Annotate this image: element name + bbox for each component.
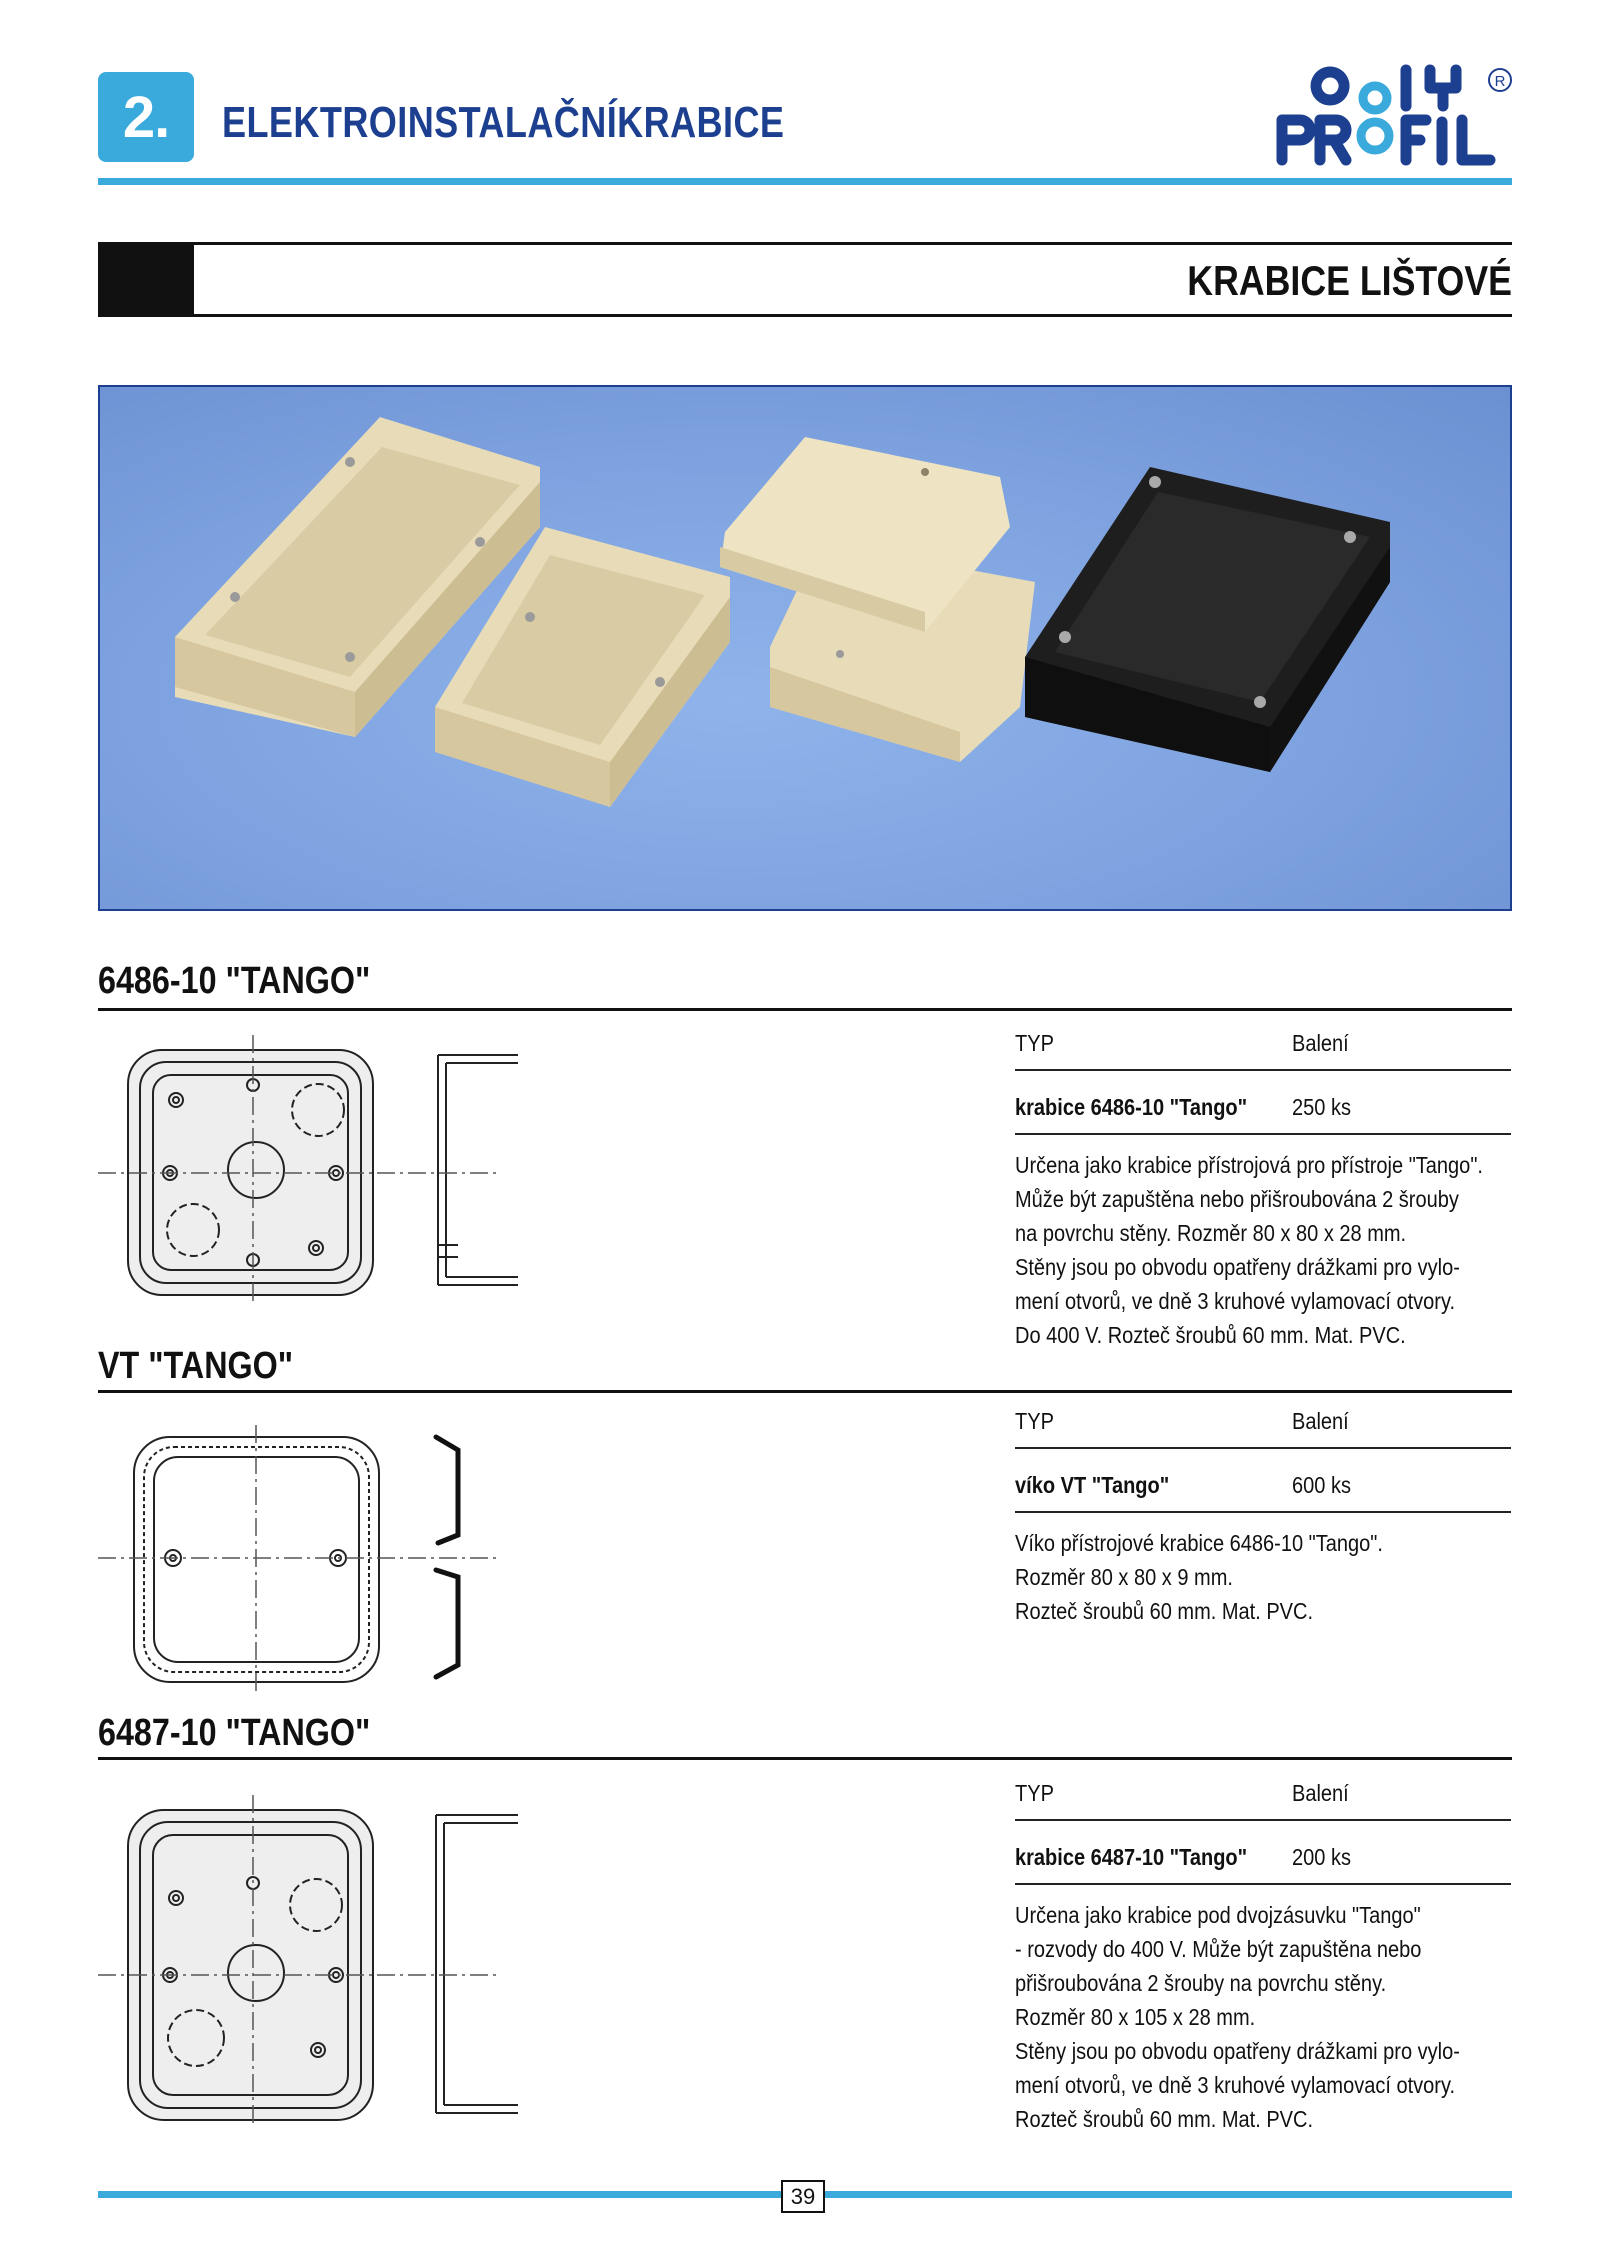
col-type-label: TYP xyxy=(1015,1030,1054,1056)
col-type-label: TYP xyxy=(1015,1408,1054,1434)
table-rule xyxy=(1015,1133,1511,1135)
item-pack: 200 ks xyxy=(1292,1844,1351,1870)
col-pack-label: Balení xyxy=(1292,1408,1349,1434)
table-rule xyxy=(1015,1883,1511,1885)
col-pack-label: Balení xyxy=(1292,1780,1349,1806)
product-heading: VT "TANGO" xyxy=(98,1345,294,1387)
page-number: 39 xyxy=(781,2180,825,2213)
header-rule xyxy=(98,178,1512,185)
table-rule xyxy=(1015,1447,1511,1449)
section-rule-top xyxy=(98,242,1512,245)
product-photo xyxy=(98,385,1512,911)
product-description: Určena jako krabice přístrojová pro přístroje "Tango". Může být zapuštěna nebo přišroubována 2 šrouby na povrchu stěny. Rozměr 80 x 80 x 28 mm. Stěny jsou po obvodu opatřeny drážkami pro vylo- mení otvorů, ve dně 3 kruhové vylamovací otvory. Do 400 V. Rozteč šroubů 60 mm. Mat. PVC. xyxy=(1015,1152,1483,1348)
box-6487-drawing xyxy=(98,1795,518,2125)
polyprofil-logo xyxy=(1270,60,1520,170)
product-rule xyxy=(98,1008,1512,1011)
item-pack: 250 ks xyxy=(1292,1094,1351,1120)
col-type-label: TYP xyxy=(1015,1780,1054,1806)
table-rule xyxy=(1015,1511,1511,1513)
table-rule xyxy=(1015,1069,1511,1071)
item-name: víko VT "Tango" xyxy=(1015,1472,1170,1498)
col-pack-label: Balení xyxy=(1292,1030,1349,1056)
section-title: KRABICE LIŠTOVÉ xyxy=(1187,257,1512,304)
section-rule-bottom xyxy=(98,314,1512,317)
item-name: krabice 6486-10 "Tango" xyxy=(1015,1094,1248,1120)
box-6486-drawing xyxy=(98,1035,518,1305)
product-rule xyxy=(98,1390,1512,1393)
svg-text:R: R xyxy=(1494,73,1506,90)
table-rule xyxy=(1015,1819,1511,1821)
lid-vt-drawing xyxy=(98,1425,518,1695)
section-marker xyxy=(98,242,194,317)
product-description: Určena jako krabice pod dvojzásuvku "Tango" - rozvody do 400 V. Může být zapuštěna nebo přišroubována 2 šrouby na povrchu stěny. Rozměr 80 x 105 x 28 mm. Stěny jsou po obvodu opatřeny drážkami pro vylo- mení otvorů, ve dně 3 kruhové vylamovací otvory. Rozteč šroubů 60 mm. Mat. PVC. xyxy=(1015,1902,1460,2132)
chapter-title: ELEKTROINSTALAČNÍKRABICE xyxy=(222,98,785,147)
product-heading: 6486-10 "TANGO" xyxy=(98,960,371,1002)
chapter-number-badge: 2. xyxy=(98,72,194,162)
item-name: krabice 6487-10 "Tango" xyxy=(1015,1844,1248,1870)
product-heading: 6487-10 "TANGO" xyxy=(98,1712,371,1754)
item-pack: 600 ks xyxy=(1292,1472,1351,1498)
product-rule xyxy=(98,1757,1512,1760)
product-description: Víko přístrojové krabice 6486-10 "Tango". Rozměr 80 x 80 x 9 mm. Rozteč šroubů 60 mm. Mat. PVC. xyxy=(1015,1530,1383,1624)
